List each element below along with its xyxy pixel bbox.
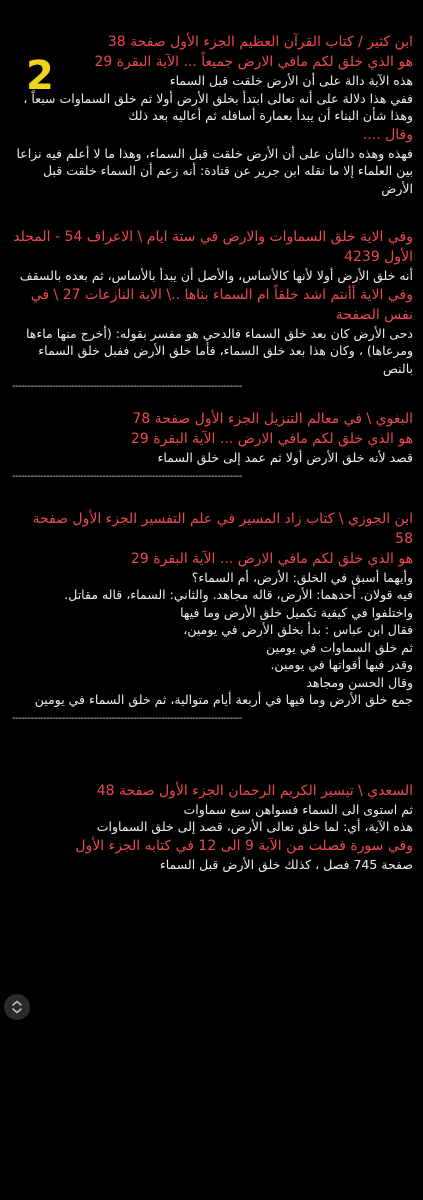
verse-reference: وفي الاية خلق السماوات والارض في ستة ايام \ الاعراف 54 - المجلد الأول 4239	[13, 229, 413, 265]
quote-text: صفحة 745 فصل ، كذلك خلق الأرض قبل السماء	[159, 856, 413, 872]
quote-text: وقال الحسن ومجاهد	[306, 674, 413, 690]
verse-reference: هو الذي خلق لكم مافي الارض ... الآية البقرة 29	[130, 431, 413, 447]
quote-text: فقال ابن عباس : بدأ بخلق الأرض في يومين،	[183, 622, 413, 637]
page-number-badge: 2	[26, 53, 54, 99]
source-heading: البغوي \ في معالم التنزيل الجزء الأول صفحة 78	[132, 411, 413, 427]
verse-reference: هو الذي خلق لكم مافي الارض جميعاً ... الآية البقرة 29	[94, 54, 413, 70]
quote-text: وقدر فيها أقواتها في يومين.	[270, 657, 413, 672]
section-ibn-kathir	[12, 32, 413, 197]
quote-text: فيه قولان. أحدهما: الأرض، قاله مجاهد. والثاني: السماء، قاله مقاتل.	[64, 587, 413, 602]
separator-line: --------------------------------------------------------------------------	[12, 712, 243, 724]
quote-lead: وقال ....	[362, 126, 413, 143]
quote-text: هذه الآية دالة على أن الأرض خلقت قبل السماء	[169, 73, 413, 88]
quote-text: وأيهما أسبق في الخلق: الأرض، أم السماء؟	[191, 569, 413, 585]
section-ibn-aljawzi	[12, 509, 413, 709]
chevron-up-down-icon	[11, 1000, 23, 1014]
quote-text: ثم استوى الى السماء فسواهن سبع سماوات	[183, 801, 413, 817]
separator-line: --------------------------------------------------------------------------	[12, 470, 243, 482]
section-araf	[12, 227, 413, 377]
quote-text: ثم خلق السماوات في يومين	[265, 639, 413, 655]
quote-text: جمع خلق الأرض وما فيها في أربعة أيام متوالية، ثم خلق السماء في يومين	[34, 692, 413, 707]
separator-line: --------------------------------------------------------------------------	[12, 381, 243, 392]
quote-text: أنه خلق الأرض أولا لأنها كالأساس، والأصل أن يبدأ بالأساس، ثم بعده بالسقف	[19, 268, 413, 283]
section-saadi	[12, 781, 413, 874]
quote-text: هذه الآية، أي: لما خلق تعالى الأرض، قصد إلى خلق السماوات	[96, 819, 413, 834]
verse-reference: وفي سورة فصلت من الآية 9 الى 12 في كتابه الجزء الأول	[75, 837, 413, 854]
quote-text: دحى الأرض كان بعد خلق السماء فالدحي هو مفسر بقوله: (أخرج منها ماءها ومرعاها) ، وكان هذا بعد خلق السماء، فأما خلق الأرض ففبل خلق السماء بالنص	[25, 325, 413, 376]
verse-reference: هو الذي خلق لكم مافي الارض ... الآية البقرة 29	[130, 550, 413, 567]
source-heading: ابن كثير / كتاب القرآن العظيم الجزء الأول صفحة 38	[107, 34, 413, 50]
section-baghawi	[12, 409, 413, 467]
quote-text: واختلفوا في كيفية تكميل خلق الأرض وما فيها	[180, 604, 413, 620]
verse-reference: وفي الاية أأنتم اشد خلقاً ام السماء بناها ..\ الاية النازعات 27 \ في نفس الصفحة	[30, 286, 413, 323]
quote-text: ففي هذا دلالة على أنه تعالى ابتدأ بخلق الأرض أولا ثم خلق السماوات سبعاً ، وهذا شأن البناء أن يبدأ بعمارة أسافله ثم أعاليه بعد ذلك	[23, 90, 413, 123]
quote-text: فهذه وهذه دالتان على أن الأرض خلقت قبل السماء، وهذا ما لا أعلم فيه نزاعا بين العلماء إلا ما نقله ابن جرير عن قتادة: أنه زعم أن السماء خلقت قبل الأرض	[16, 145, 413, 196]
quote-text: قصد لأنه خلق الأرض أولا ثم عمد إلى خلق السماء	[157, 450, 413, 465]
source-heading: السعدي \ تيسير الكريم الرحمان الجزء الأول صفحة 48	[96, 782, 413, 799]
source-heading: ابن الجوزي \ كتاب زاد المسير في علم التفسير الجزء الأول صفحة 58	[32, 510, 413, 547]
scroll-toggle-button[interactable]	[4, 994, 30, 1020]
